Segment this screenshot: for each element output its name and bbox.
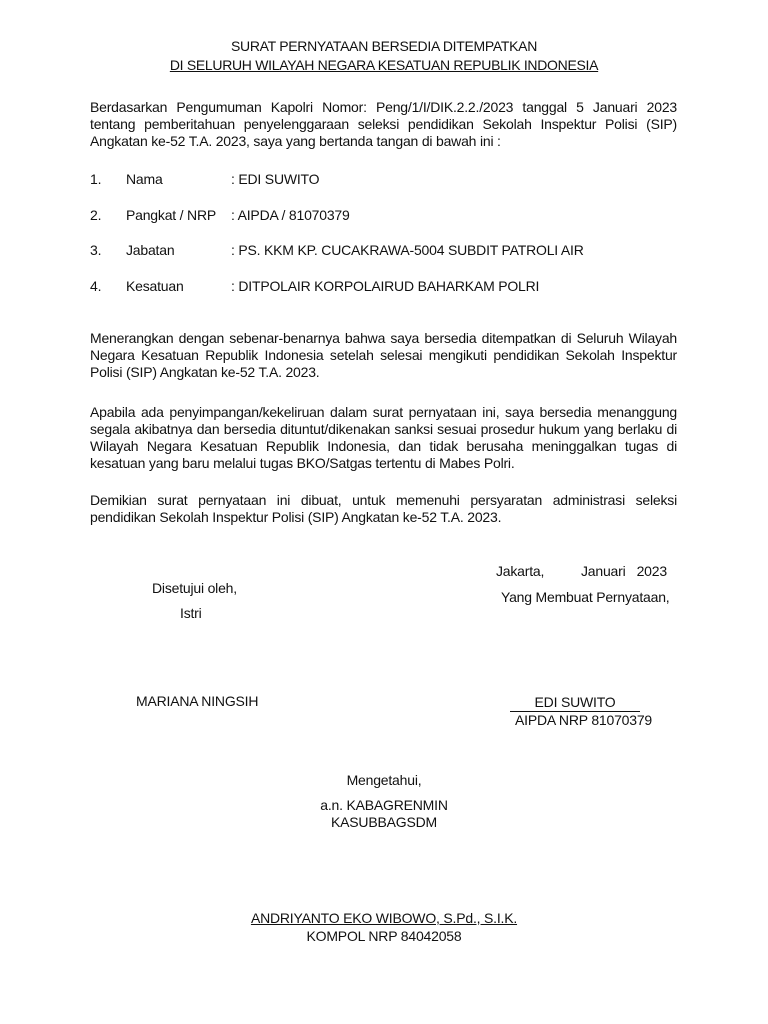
approved-role: Istri <box>180 605 202 621</box>
acknowledged-on-behalf: a.n. KABAGRENMIN <box>320 797 448 813</box>
document-title-line-1: SURAT PERNYATAAN BERSEDIA DITEMPATKAN <box>230 38 538 54</box>
wife-name: MARIANA NINGSIH <box>136 693 259 709</box>
identity-label: Jabatan <box>126 242 175 258</box>
acknowledged-rank: KOMPOL NRP 84042058 <box>306 928 462 944</box>
closing-paragraph: Demikian surat pernyataan ini dibuat, untuk memenuhi persyaratan administrasi seleksi pendidikan Sekolah Inspektur Polisi (SIP) Angkatan ke-52 T.A. 2023. <box>90 492 677 525</box>
identity-value: : EDI SUWITO <box>231 171 320 187</box>
maker-name <box>510 694 640 712</box>
maker-label: Yang Membuat Pernyataan, <box>501 589 670 605</box>
approved-label: Disetujui oleh, <box>152 580 237 596</box>
liability-paragraph: Apabila ada penyimpangan/kekeliruan dalam surat pernyataan ini, saya bersedia menanggung segala akibatnya dan bersedia dituntut/dikenakan sanksi sesuai prosedur hukum yang berlaku di Wilayah Negara Kesatuan Republik Indonesia, dan tidak berusaha meninggalkan tugas di kesatuan yang baru melalui tugas BKO/Satgas tertentu di Mabes Polri. <box>90 404 677 471</box>
identity-row-position <box>90 242 690 259</box>
identity-label: Pangkat / NRP <box>126 207 216 223</box>
identity-value: : DITPOLAIR KORPOLAIRUD BAHARKAM POLRI <box>231 278 540 294</box>
identity-row-unit <box>90 278 690 295</box>
acknowledged-label: Mengetahui, <box>346 772 422 788</box>
identity-value: : PS. KKM KP. CUCAKRAWA-5004 SUBDIT PATROLI AIR <box>231 242 584 258</box>
signature-date: Januari 2023 <box>581 563 667 579</box>
statement-paragraph: Menerangkan dengan sebenar-benarnya bahwa saya bersedia ditempatkan di Seluruh Wilayah Negara Kesatuan Republik Indonesia setelah selesai mengikuti pendidikan Sekolah Inspektur Polisi (SIP) Angkatan ke-52 T.A. 2023. <box>90 330 677 380</box>
identity-row-name <box>90 171 690 188</box>
identity-row-rank <box>90 207 690 224</box>
acknowledged-name <box>0 910 768 927</box>
identity-number: 4. <box>90 278 102 294</box>
maker-name-text: EDI SUWITO <box>510 694 640 712</box>
maker-rank: AIPDA NRP 81070379 <box>515 712 653 728</box>
intro-paragraph: Berdasarkan Pengumuman Kapolri Nomor: Peng/1/I/DIK.2.2./2023 tanggal 5 Januari 2023 tentang pemberitahuan penyelenggaraan seleksi pendidikan Sekolah Inspektur Polisi (SIP) Angkatan ke-52 T.A. 2023, saya yang bertanda tangan di bawah ini : <box>90 99 677 149</box>
identity-label: Kesatuan <box>126 278 184 294</box>
identity-label: Nama <box>126 171 163 187</box>
acknowledged-role: KASUBBAGSDM <box>331 814 437 830</box>
acknowledged-name-text: ANDRIYANTO EKO WIBOWO, S.Pd., S.I.K. <box>250 910 518 926</box>
identity-value: : AIPDA / 81070379 <box>231 207 350 223</box>
identity-number: 2. <box>90 207 102 223</box>
signature-place: Jakarta, <box>496 563 545 579</box>
identity-number: 3. <box>90 242 102 258</box>
document-title-line-2: DI SELURUH WILAYAH NEGARA KESATUAN REPUBLIK INDONESIA <box>169 57 599 73</box>
identity-number: 1. <box>90 171 102 187</box>
